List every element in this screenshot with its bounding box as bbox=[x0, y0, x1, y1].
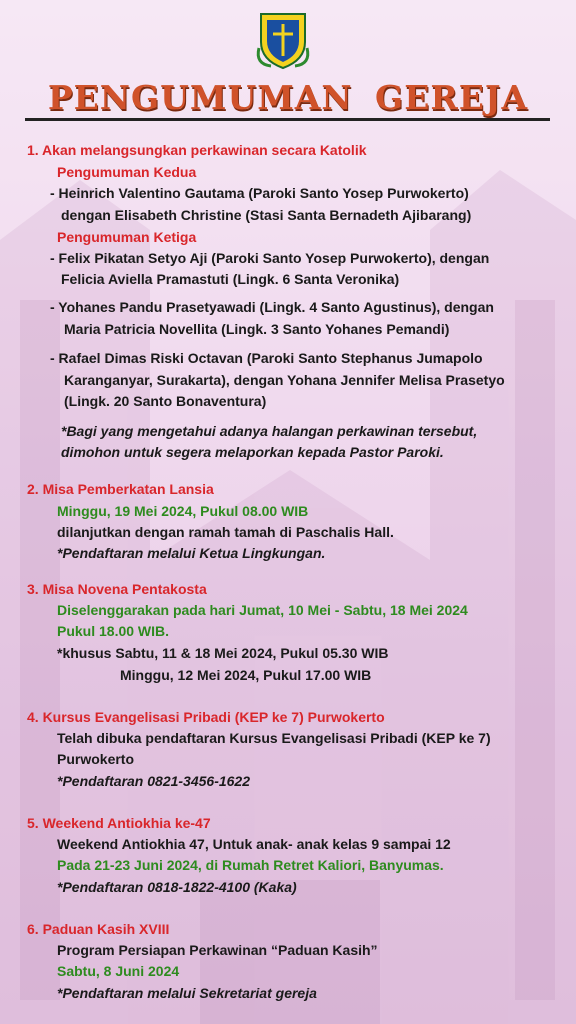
s2-note: *Pendaftaran melalui Ketua Lingkungan. bbox=[57, 545, 326, 561]
s5-date: Pada 21-23 Juni 2024, di Rumah Retret Kaliori, Banyumas. bbox=[57, 857, 444, 873]
s1-kedua-line1: - Heinrich Valentino Gautama (Paroki Santo Yosep Purwokerto) bbox=[50, 185, 469, 201]
s6-heading: 6. Paduan Kasih XVIII bbox=[27, 921, 170, 937]
s3-heading: 3. Misa Novena Pentakosta bbox=[27, 581, 207, 597]
s1-note-line2: dimohon untuk segera melaporkan kepada Pastor Paroki. bbox=[61, 444, 444, 460]
s1-ketiga-3-line1: - Rafael Dimas Riski Octavan (Paroki Santo Stephanus Jumapolo bbox=[50, 350, 483, 366]
s2-heading: 2. Misa Pemberkatan Lansia bbox=[27, 481, 214, 497]
s1-ketiga-3-line3: (Lingk. 20 Santo Bonaventura) bbox=[64, 393, 267, 409]
s6-note: *Pendaftaran melalui Sekretariat gereja bbox=[57, 985, 317, 1001]
s1-heading: 1. Akan melangsungkan perkawinan secara Katolik bbox=[27, 142, 367, 158]
s1-ketiga-1-line2: Felicia Aviella Pramastuti (Lingk. 6 Santa Veronika) bbox=[61, 271, 400, 287]
s1-note-line1: *Bagi yang mengetahui adanya halangan perkawinan tersebut, bbox=[61, 423, 478, 439]
s5-note: *Pendaftaran 0818-1822-4100 (Kaka) bbox=[57, 879, 297, 895]
s2-date: Minggu, 19 Mei 2024, Pukul 08.00 WIB bbox=[57, 503, 309, 519]
s1-kedua-line2: dengan Elisabeth Christine (Stasi Santa Bernadeth Ajibarang) bbox=[61, 207, 472, 223]
s1-ketiga-2-line2: Maria Patricia Novellita (Lingk. 3 Santo Yohanes Pemandi) bbox=[64, 321, 450, 337]
s6-date: Sabtu, 8 Juni 2024 bbox=[57, 963, 180, 979]
s3-note-line2: Minggu, 12 Mei 2024, Pukul 17.00 WIB bbox=[120, 667, 372, 683]
s5-heading: 5. Weekend Antiokhia ke-47 bbox=[27, 815, 211, 831]
page-title: PENGUMUMAN GEREJA bbox=[47, 78, 529, 117]
s4-note: *Pendaftaran 0821-3456-1622 bbox=[57, 773, 251, 789]
s4-heading: 4. Kursus Evangelisasi Pribadi (KEP ke 7) Purwokerto bbox=[27, 709, 385, 725]
s4-line1: Telah dibuka pendaftaran Kursus Evangelisasi Pribadi (KEP ke 7) bbox=[57, 730, 491, 746]
s1-sub-ketiga: Pengumuman Ketiga bbox=[57, 229, 197, 245]
s3-date-line2: Pukul 18.00 WIB. bbox=[57, 623, 170, 639]
s1-ketiga-2-line1: - Yohanes Pandu Prasetyawadi (Lingk. 4 Santo Agustinus), dengan bbox=[50, 299, 494, 315]
s1-ketiga-3-line2: Karanganyar, Surakarta), dengan Yohana Jennifer Melisa Prasetyo bbox=[64, 372, 505, 388]
s4-line2: Purwokerto bbox=[57, 751, 135, 767]
s6-line: Program Persiapan Perkawinan “Paduan Kasih” bbox=[57, 942, 378, 958]
s3-note-line1: *khusus Sabtu, 11 & 18 Mei 2024, Pukul 05.30 WIB bbox=[57, 645, 389, 661]
s1-sub-kedua: Pengumuman Kedua bbox=[57, 164, 197, 180]
s2-line: dilanjutkan dengan ramah tamah di Paschalis Hall. bbox=[57, 524, 394, 540]
s3-date-line1: Diselenggarakan pada hari Jumat, 10 Mei - Sabtu, 18 Mei 2024 bbox=[57, 602, 468, 618]
s5-line: Weekend Antiokhia 47, Untuk anak- anak kelas 9 sampai 12 bbox=[57, 836, 451, 852]
s1-ketiga-1-line1: - Felix Pikatan Setyo Aji (Paroki Santo Yosep Purwokerto), dengan bbox=[50, 250, 490, 266]
